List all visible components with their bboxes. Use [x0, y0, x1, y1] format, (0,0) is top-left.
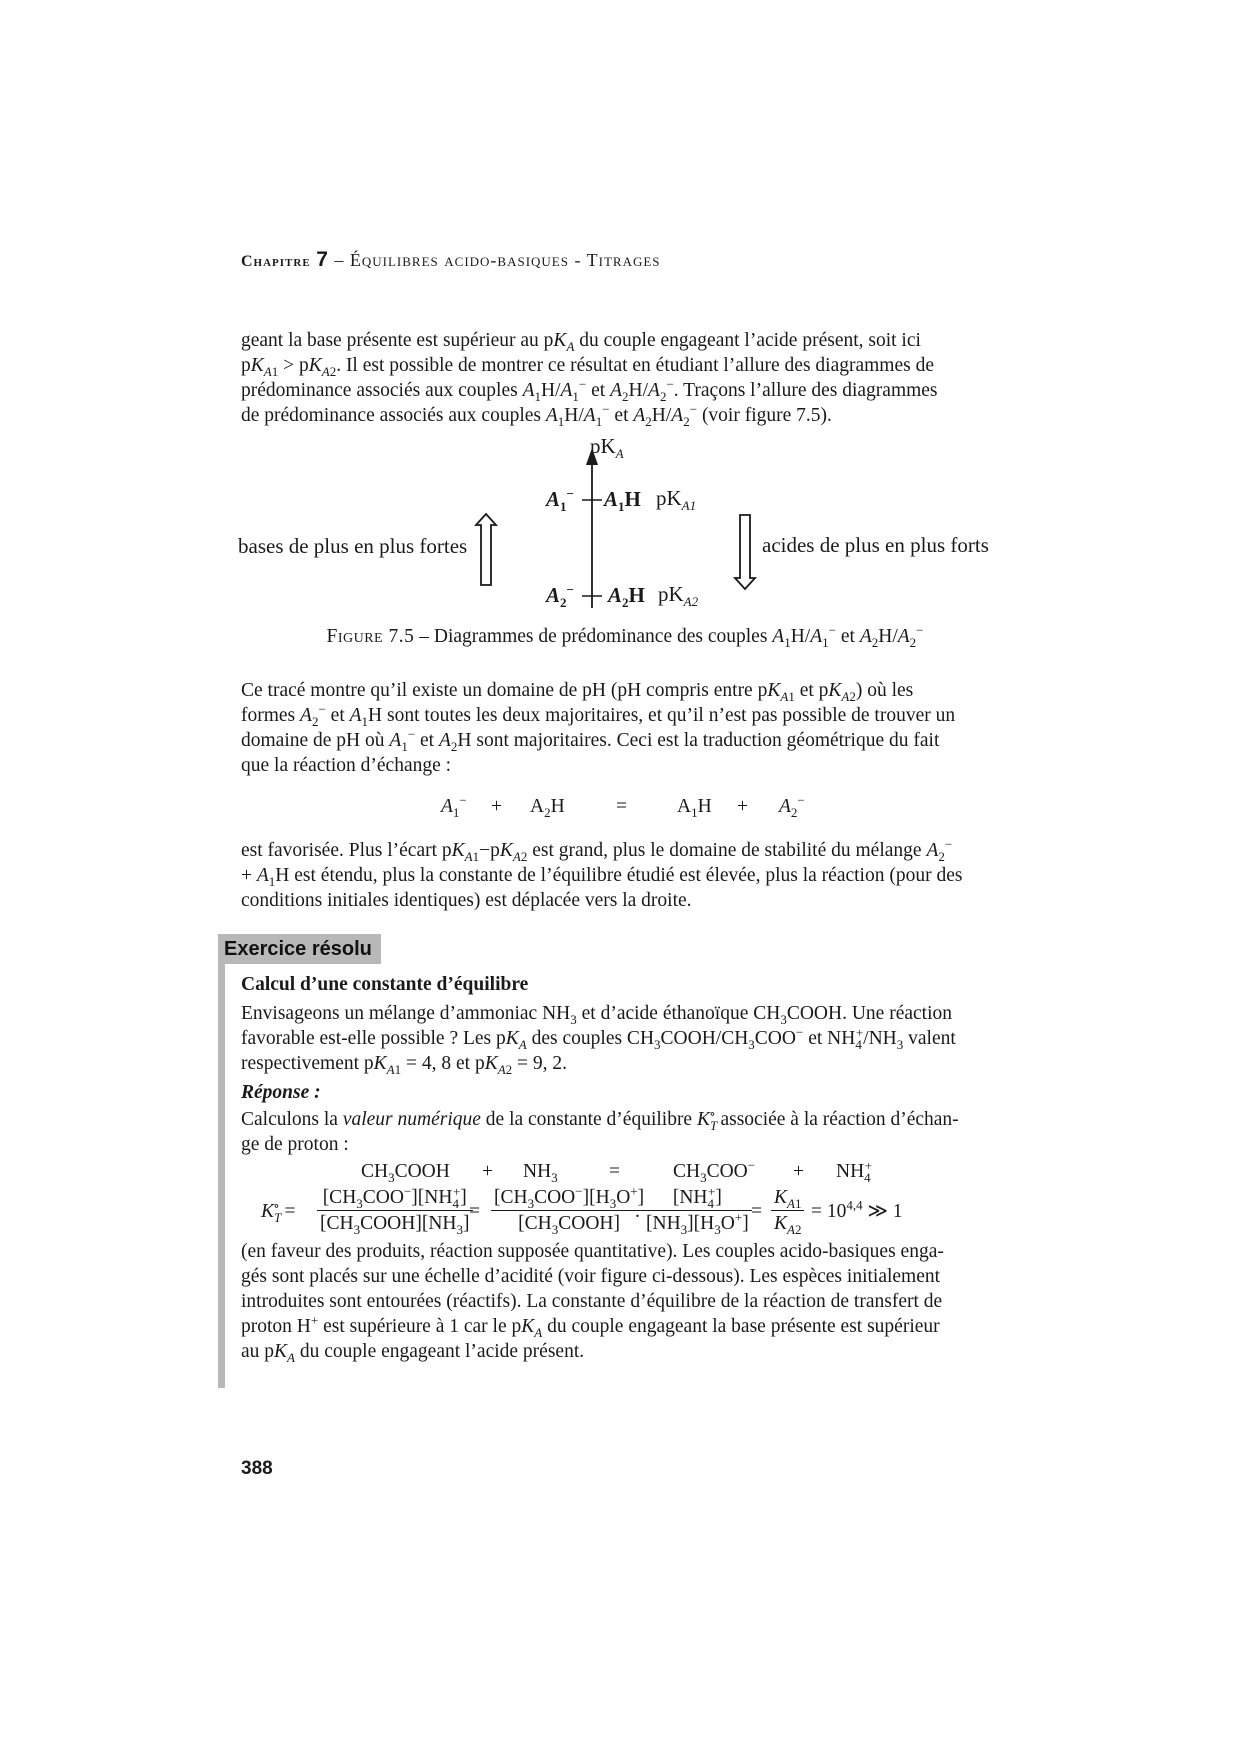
p2-line2: formes — [241, 705, 301, 726]
answer-label: Réponse : — [241, 1082, 321, 1103]
paragraph-2: Ce tracé montre qu’il existe un domaine de pH (pH compris entre $pK_{A1}$ et $pK_{A2}$) où les formes $A_2^-$ et $A_1H$ sont toutes les deux majoritaires, et qu’il n’est pas possible de trouver un domaine de pH où $A_1^-$ et $A_2H$ sont majoritaires. Ceci est la traduction géométrique du fait que la réaction d’échange : — [241, 678, 1009, 778]
up-hollow-arrow-icon — [476, 514, 496, 585]
intro-line3b: . Traçons l’allure des diagrammes — [673, 380, 938, 401]
p3-line3: conditions initiales identiques) est déplacée vers la droite. — [241, 890, 692, 911]
chapter-title: – Équilibres acido-basiques - Titrages — [334, 250, 661, 270]
intro-line3: prédominance associés aux couples — [241, 380, 523, 401]
p3-line1b: est grand, plus le domaine de stabilité du mélange — [527, 840, 927, 861]
intro-line1b: du couple engageant l’acide présent, soit ici — [574, 330, 921, 351]
left-label: bases de plus en plus fortes — [238, 534, 468, 558]
axis-label: $pK_A$ — [590, 434, 624, 462]
p2-line3b: sont majoritaires. Ceci est la traduction géométrique du fait — [471, 730, 940, 751]
ammonia-reaction: $CH_3COOH$ + $NH_3$ = $CH_3COO^-$ + $NH_4^+$ — [361, 1157, 873, 1185]
intro-paragraph: geant la base présente est supérieur au $pK_A$ du couple engageant l’acide présent, soit ici $pK_{A1} > pK_{A2}$. Il est possible de montrer ce résultat en étudiant l’allure des diagrammes de prédominance associés aux couples $A_1H/A_1^-$ et $A_2H/A_2^-$. Traçons l’allure des diagrammes de prédominance associés aux couples $A_1H/A_1^-$ et $A_2H/A_2^-$ (voir figure 7.5). — [241, 330, 938, 429]
figure-caption: Figure 7.5 – Diagrammes de prédominance des couples $A_1H/A_1^-$ et $A_2H/A_2^-$ — [326, 622, 924, 650]
intro-line4b: (voir figure 7.5). — [697, 405, 832, 426]
chapter-number: 7 — [316, 248, 329, 271]
exercise-statement: Envisageons un mélange d’ammoniac $NH_3$ et d’acide éthanoïque $CH_3COOH$. Une réaction favorable est-elle possible ? Les $pK_A$ des couples $CH_3COOH/CH_3COO^-$ et $NH_4^+/NH_3$ valent respectivement $pK_{A1} = 4$, 8 et $pK_{A2} = 9$, 2. — [241, 1003, 956, 1077]
p2-line1: Ce tracé montre qu’il existe un domaine de pH (pH compris entre p — [241, 680, 768, 701]
top-pka-label: $pK_{A1}$ — [656, 486, 697, 514]
p3-line2b: est étendu, plus la constante de l’équilibre étudié est élevée, plus la réaction (pour des — [289, 865, 963, 886]
top-acid-label: $A_1H$ — [604, 487, 641, 515]
p3-line1: est favorisée. Plus l’écart p — [241, 840, 452, 861]
intro-line2b: . Il est possible de montrer ce résultat en étudiant l’allure des diagrammes de — [336, 355, 934, 376]
intro-line4: de prédominance associés aux couples — [241, 405, 546, 426]
p2-line1b: ) où les — [855, 680, 914, 701]
p2-line3: domaine de pH où — [241, 730, 390, 751]
exercise-tab: Exercice résolu — [218, 934, 381, 964]
bottom-acid-label: $A_2H$ — [608, 583, 645, 611]
running-header — [241, 248, 661, 272]
p2-line4: que la réaction d’échange : — [241, 755, 452, 776]
p2-line2b: sont toutes les deux majoritaires, et qu’il n’est pas possible de trouver un — [382, 705, 956, 726]
answer-intro: Calculons la valeur numérique de la constante d’équilibre $K_T^\circ$ associée à la réaction d’échan- ge de proton : — [241, 1105, 959, 1155]
equilibrium-constant-expression: $K_T^\circ$ = $[CH_3COO^-][NH_4^+]$ $[CH_3COOH][NH_3]$ = $[CH_3COO^-][H_3O^+]$ $[CH_3COOH]$ . $\frac{[NH_4^+]}{[NH_3][H_3O^+]}$ = $\frac{K_{A1}}{K_{A2}}$ = $10^{4,4}$ ≫ 1 — [261, 1183, 903, 1237]
caption-text: – Diagrammes de prédominance des couples — [414, 626, 773, 647]
bottom-pka-label: $pK_{A2}$ — [658, 582, 699, 610]
right-label: acides de plus en plus forts — [762, 533, 989, 557]
top-base-label: $A_1^-$ — [546, 486, 574, 515]
bottom-base-label: $A_2^-$ — [546, 582, 574, 611]
answer-conclusion: (en faveur des produits, réaction supposée quantitative). Les couples acido-basiques enga- gés sont placés sur une échelle d’acidité (voir figure ci-dessous). Les espèces initialement introduites sont entourées (réactifs). La constante d’équilibre de la réaction de transfert de proton H+ est supérieure à 1 car le $pK_A$ du couple engageant la base présente est supérieur au $pK_A$ du couple engageant l’acide présent. — [241, 1241, 944, 1365]
page-number: 388 — [241, 1458, 273, 1479]
chapter-word: Chapitre — [241, 253, 311, 270]
predominance-diagram — [238, 434, 1020, 611]
exercise-side-bar — [218, 964, 225, 1388]
paragraph-3: est favorisée. Plus l’écart $pK_{A1}-pK_{A2}$ est grand, plus le domaine de stabilité du mélange $A_2^-$ + $A_1H$ est étendu, plus la constante de l’équilibre étudié est élevée, plus la réaction (pour des conditions initiales identiques) est déplacée vers la droite. — [241, 838, 1009, 913]
figure-label: Figure 7.5 — [326, 626, 415, 647]
intro-line1: geant la base présente est supérieur au p — [241, 330, 554, 351]
down-hollow-arrow-icon — [735, 515, 755, 589]
exercise-body — [241, 972, 1001, 1364]
exercise-title: Calcul d’une constante d’équilibre — [241, 974, 529, 995]
